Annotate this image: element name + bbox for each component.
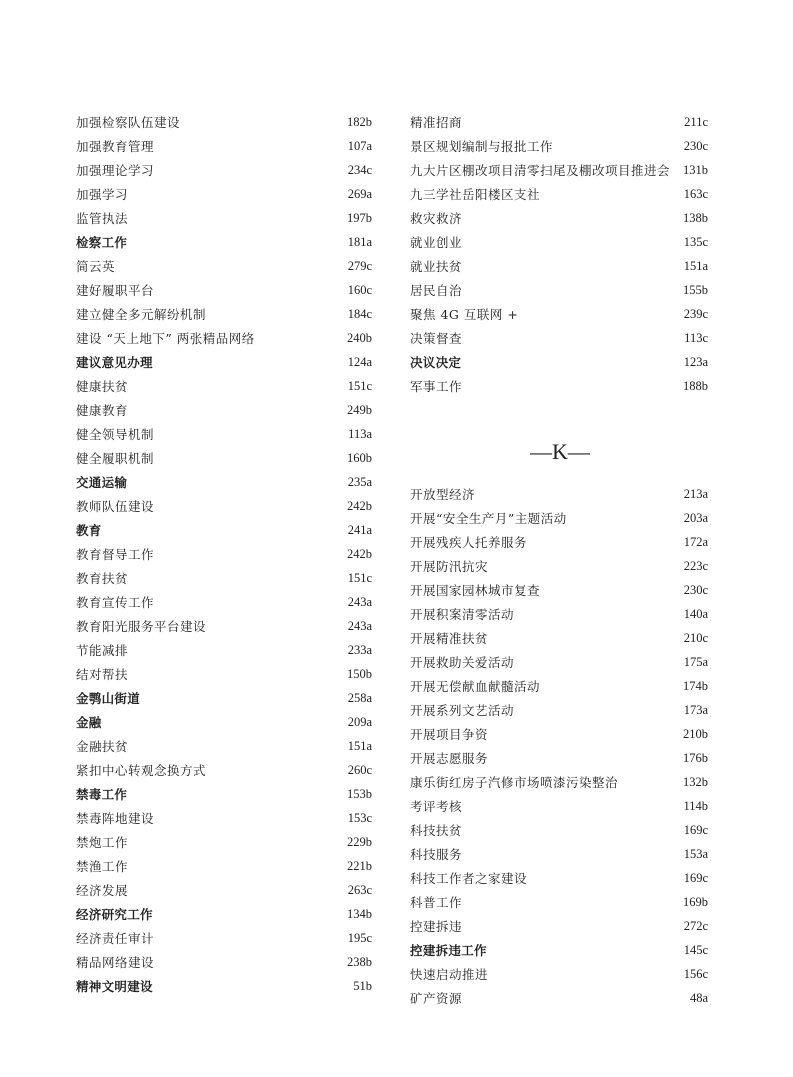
index-heading-entry [76, 974, 372, 998]
index-term: 加强检察队伍建设 [76, 115, 181, 130]
index-entry [76, 662, 372, 686]
index-page-ref: 210c [683, 630, 708, 645]
index-term: 教育督导工作 [76, 547, 155, 562]
index-page-ref: 181a [347, 234, 372, 249]
index-term: 简云英 [76, 259, 116, 274]
index-term: 精神文明建设 [76, 979, 153, 994]
index-page-ref: 131b [683, 162, 708, 177]
index-term: 节能减排 [76, 643, 129, 658]
index-entry [410, 182, 708, 206]
index-term: 科普工作 [410, 895, 463, 910]
index-entry [410, 746, 708, 770]
index-page-ref: 145c [683, 942, 708, 957]
index-entry [76, 446, 372, 470]
index-entry [76, 926, 372, 950]
index-heading-entry [76, 902, 372, 926]
index-entry [410, 554, 708, 578]
index-page-ref: 124a [347, 354, 372, 369]
index-page-ref: 279c [347, 258, 372, 273]
index-page-ref: 151c [347, 378, 372, 393]
index-term: 居民自治 [410, 283, 463, 298]
index-term: 开放型经济 [410, 487, 476, 502]
index-term: 快速启动推进 [410, 967, 489, 982]
index-term: 交通运输 [76, 475, 128, 490]
index-page-ref: 153a [683, 846, 708, 861]
index-page-ref: 243a [347, 594, 372, 609]
index-page-ref: 269a [347, 186, 372, 201]
index-entry [76, 758, 372, 782]
index-entry [410, 482, 708, 506]
index-page-ref: 151a [683, 258, 708, 273]
index-entry [410, 326, 708, 350]
index-entry [410, 794, 708, 818]
index-entry [76, 590, 372, 614]
index-page-ref: 51b [353, 978, 372, 993]
index-entry [410, 374, 708, 398]
index-page-ref: 113a [348, 426, 372, 441]
index-page-ref: 135c [683, 234, 708, 249]
index-term: 开展国家园林城市复查 [410, 583, 541, 598]
index-entry [410, 134, 708, 158]
index-entry [76, 950, 372, 974]
index-page-ref: 221b [347, 858, 372, 873]
index-entry [410, 890, 708, 914]
index-entry [410, 698, 708, 722]
index-term: 开展系列文艺活动 [410, 703, 515, 718]
index-term: 建好履职平台 [76, 283, 155, 298]
index-entry [76, 326, 372, 350]
index-term: 教育阳光服务平台建设 [76, 619, 207, 634]
index-entry [76, 278, 372, 302]
index-page-ref: 263c [347, 882, 372, 897]
index-page-ref: 230c [683, 138, 708, 153]
index-entry [410, 506, 708, 530]
index-column-right [410, 110, 708, 1010]
index-entry [76, 302, 372, 326]
index-term: 结对帮扶 [76, 667, 129, 682]
index-entry [410, 866, 708, 890]
index-entry [410, 770, 708, 794]
index-term: 景区规划编制与报批工作 [410, 139, 554, 154]
index-entry [410, 962, 708, 986]
index-page-ref: 113c [684, 330, 708, 345]
index-heading-entry [410, 350, 708, 374]
index-term: 开展救助关爱活动 [410, 655, 515, 670]
index-heading-entry [410, 938, 708, 962]
index-entry [76, 494, 372, 518]
index-term: 决议决定 [410, 355, 462, 370]
index-entry [410, 842, 708, 866]
index-entry [76, 134, 372, 158]
index-entry [410, 302, 708, 326]
index-entry [76, 878, 372, 902]
index-entry [410, 674, 708, 698]
index-entry [410, 254, 708, 278]
index-term: 教育 [76, 523, 102, 538]
index-page-ref: 163c [683, 186, 708, 201]
index-entry [410, 986, 708, 1010]
index-term: 检察工作 [76, 235, 128, 250]
index-page-ref: 240b [347, 330, 372, 345]
index-page-ref: 230c [683, 582, 708, 597]
index-term: 考评考核 [410, 799, 463, 814]
index-term: 教育扶贫 [76, 571, 129, 586]
index-term: 控建拆违 [410, 919, 463, 934]
index-page-ref: 138b [683, 210, 708, 225]
index-entry [410, 230, 708, 254]
index-term: 建议意见办理 [76, 355, 153, 370]
index-page-ref: 234c [347, 162, 372, 177]
index-page-ref: 172a [683, 534, 708, 549]
index-term: 科技扶贫 [410, 823, 463, 838]
index-entry [410, 578, 708, 602]
index-term: 开展志愿服务 [410, 751, 489, 766]
index-page-ref: 188b [683, 378, 708, 393]
index-entry [410, 206, 708, 230]
index-term: 开展防汛抗灾 [410, 559, 489, 574]
index-entry [76, 806, 372, 830]
index-entry [410, 626, 708, 650]
index-entry [410, 158, 708, 182]
index-term: 建设 “天上地下” 两张精品网络 [76, 331, 255, 346]
index-page-ref: 140a [683, 606, 708, 621]
index-entry [76, 422, 372, 446]
index-column-left [76, 110, 372, 998]
index-heading-entry [76, 518, 372, 542]
index-page-ref: 195c [347, 930, 372, 945]
index-term: 科技工作者之家建设 [410, 871, 528, 886]
index-page-ref: 169c [683, 822, 708, 837]
index-term: 建立健全多元解纷机制 [76, 307, 207, 322]
index-page-ref: 174b [683, 678, 708, 693]
index-page-ref: 211c [684, 114, 708, 129]
index-term: 教师队伍建设 [76, 499, 155, 514]
index-page-ref: 238b [347, 954, 372, 969]
index-term: 康乐街红房子汽修市场喷漆污染整治 [410, 775, 619, 790]
index-entry [76, 374, 372, 398]
index-term: 就业创业 [410, 235, 463, 250]
index-page-ref: 169c [683, 870, 708, 885]
index-term: 禁毒阵地建设 [76, 811, 155, 826]
index-page-ref: 114b [683, 798, 708, 813]
index-entry [410, 722, 708, 746]
index-term: 健全履职机制 [76, 451, 155, 466]
index-page-ref: 134b [347, 906, 372, 921]
index-page-ref: 160b [347, 450, 372, 465]
index-page-ref: 249b [347, 402, 372, 417]
index-term: 禁毒工作 [76, 787, 128, 802]
index-page-ref: 132b [683, 774, 708, 789]
index-entry [76, 614, 372, 638]
index-page-ref: 156c [683, 966, 708, 981]
index-term: 救灾救济 [410, 211, 463, 226]
index-term: 健康教育 [76, 403, 129, 418]
index-page-ref: 160c [347, 282, 372, 297]
index-entry [76, 542, 372, 566]
index-term: 开展“安全生产月”主题活动 [410, 511, 567, 526]
index-entry [76, 830, 372, 854]
index-entry [410, 650, 708, 674]
index-entry [410, 818, 708, 842]
index-page-ref: 197b [347, 210, 372, 225]
index-group-j [410, 110, 708, 398]
index-entry [410, 914, 708, 938]
index-page-ref: 123a [683, 354, 708, 369]
index-entry [76, 854, 372, 878]
index-term: 加强理论学习 [76, 163, 155, 178]
index-term: 控建拆违工作 [410, 943, 487, 958]
index-term: 金鹗山街道 [76, 691, 141, 706]
index-term: 紧扣中心转观念换方式 [76, 763, 207, 778]
index-term: 开展无偿献血献髓活动 [410, 679, 541, 694]
index-term: 九大片区棚改项目清零扫尾及棚改项目推进会 [410, 163, 671, 178]
index-page-ref: 150b [347, 666, 372, 681]
index-page-ref: 169b [683, 894, 708, 909]
index-term: 开展精准扶贫 [410, 631, 489, 646]
index-page-ref: 175a [683, 654, 708, 669]
index-term: 决策督查 [410, 331, 463, 346]
index-page-ref: 258a [347, 690, 372, 705]
index-term: 健全领导机制 [76, 427, 155, 442]
index-page-ref: 242b [347, 498, 372, 513]
index-page-ref: 242b [347, 546, 372, 561]
index-term: 精准招商 [410, 115, 463, 130]
index-page-ref: 203a [683, 510, 708, 525]
index-term: 加强教育管理 [76, 139, 155, 154]
index-term: 开展积案清零活动 [410, 607, 515, 622]
index-term: 金融 [76, 715, 102, 730]
index-page-ref: 272c [683, 918, 708, 933]
index-page-ref: 48a [689, 990, 708, 1005]
index-entry [76, 398, 372, 422]
index-term: 经济责任审计 [76, 931, 155, 946]
index-entry [410, 602, 708, 626]
index-page-ref: 184c [347, 306, 372, 321]
index-page-ref: 213a [683, 486, 708, 501]
index-entry [410, 530, 708, 554]
index-page-ref: 235a [347, 474, 372, 489]
index-heading-entry [76, 230, 372, 254]
index-term: 军事工作 [410, 379, 463, 394]
index-page-ref: 223c [683, 558, 708, 573]
index-page-ref: 182b [347, 114, 372, 129]
index-page-ref: 243a [347, 618, 372, 633]
index-heading-entry [76, 710, 372, 734]
index-term: 开展项目争资 [410, 727, 489, 742]
index-term: 九三学社岳阳楼区支社 [410, 187, 541, 202]
index-page-ref: 241a [347, 522, 372, 537]
index-page-ref: 233a [347, 642, 372, 657]
index-term: 禁渔工作 [76, 859, 129, 874]
index-page-ref: 239c [683, 306, 708, 321]
index-page-ref: 151c [347, 570, 372, 585]
index-entry [76, 566, 372, 590]
index-term: 就业扶贫 [410, 259, 463, 274]
index-page-ref: 155b [683, 282, 708, 297]
index-page-ref: 260c [347, 762, 372, 777]
index-term: 教育宣传工作 [76, 595, 155, 610]
index-heading-entry [76, 350, 372, 374]
index-entry [76, 206, 372, 230]
index-heading-entry [76, 782, 372, 806]
index-term: 矿产资源 [410, 991, 463, 1006]
index-page-ref: 153c [347, 810, 372, 825]
index-term: 开展残疾人托养服务 [410, 535, 528, 550]
index-entry [410, 110, 708, 134]
index-entry [76, 182, 372, 206]
index-term: 经济研究工作 [76, 907, 153, 922]
index-page-ref: 173a [683, 702, 708, 717]
section-header-k: —K— [530, 439, 590, 464]
index-entry [76, 638, 372, 662]
index-page-ref: 209a [347, 714, 372, 729]
index-page-ref: 210b [683, 726, 708, 741]
index-heading-entry [76, 686, 372, 710]
index-page-ref: 107a [347, 138, 372, 153]
index-term: 金融扶贫 [76, 739, 129, 754]
index-term: 监管执法 [76, 211, 129, 226]
index-page-ref: 151a [347, 738, 372, 753]
index-term: 健康扶贫 [76, 379, 129, 394]
index-entry [76, 158, 372, 182]
index-entry [76, 254, 372, 278]
index-entry [76, 734, 372, 758]
index-page-ref: 153b [347, 786, 372, 801]
index-term: 禁炮工作 [76, 835, 129, 850]
index-term: 加强学习 [76, 187, 129, 202]
index-entry [410, 278, 708, 302]
index-heading-entry [76, 470, 372, 494]
index-page-ref: 176b [683, 750, 708, 765]
index-term: 精品网络建设 [76, 955, 155, 970]
spacer [410, 398, 708, 422]
index-term: 科技服务 [410, 847, 463, 862]
index-group-k [410, 482, 708, 1010]
index-page-ref: 229b [347, 834, 372, 849]
index-term: 经济发展 [76, 883, 129, 898]
index-term: 聚焦 4G 互联网 + [410, 307, 519, 322]
index-entry [76, 110, 372, 134]
